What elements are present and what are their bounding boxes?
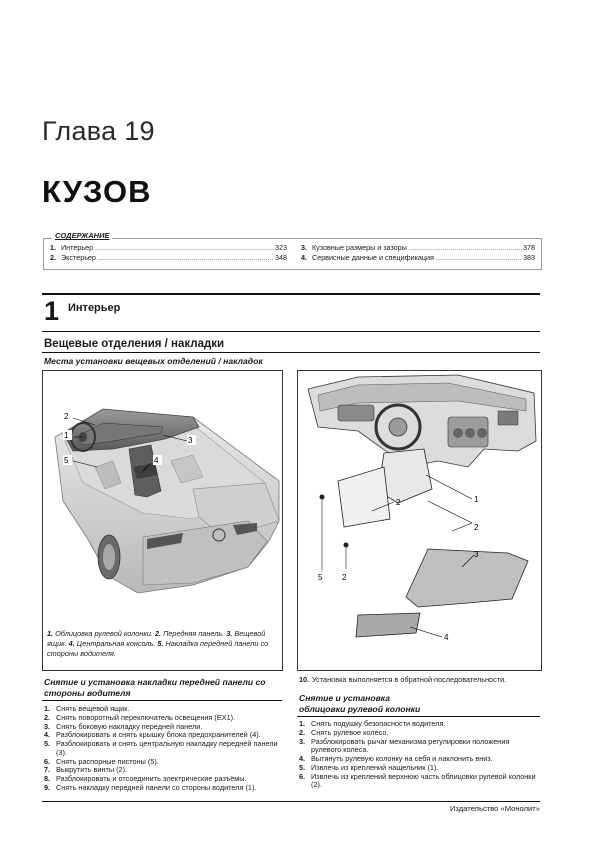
chapter-title: Глава 19	[42, 116, 155, 146]
callout-label: 3	[474, 550, 479, 559]
car-interior-illustration	[43, 371, 282, 627]
callout-label: 2	[342, 573, 347, 582]
toc-entry-title: Экстерьер .....	[61, 253, 274, 263]
left-procedure-heading: Снятие и установка накладки передней панели со стороны водителя	[44, 677, 266, 698]
list-item: 9. Снять накладку передней панели со стороны водителя (1).	[44, 782, 257, 792]
callout-label: 1	[474, 495, 479, 504]
right-procedure-steps	[299, 720, 539, 790]
publisher-footer: Издательство «Монолит»	[449, 804, 540, 813]
section-rule	[42, 293, 540, 295]
list-item: 3. Разблокировать рычаг механизма регулировки положения рулевого колеса.	[299, 736, 510, 755]
list-item: 8. Разблокировать и отсоединить электрические разъёмы.	[44, 774, 247, 783]
list-item: 1. Снять вещевой ящик.	[44, 704, 130, 713]
subsection-title: Вещевые отделения / накладки	[44, 338, 225, 350]
toc-entry-page: 323	[275, 243, 287, 252]
dashboard-exploded-illustration	[298, 371, 541, 670]
subsection-rule	[42, 331, 540, 332]
left-procedure-steps	[44, 705, 282, 793]
toc-entry-page: 383	[523, 253, 535, 262]
footer-rule	[42, 801, 540, 802]
list-item: 5. Извлечь из креплений нащельник (1).	[299, 762, 439, 772]
right-heading-rule	[297, 716, 540, 717]
toc-entry[interactable]	[50, 243, 287, 253]
callout-label: 2	[396, 498, 401, 507]
section-number: 1	[44, 296, 60, 326]
callout-label: 2	[64, 412, 69, 421]
toc-entry-number: 1.	[50, 243, 56, 252]
list-item: 3. Снять боковую накладку передней панели.	[44, 721, 203, 731]
toc-entry-number: 4.	[301, 253, 307, 262]
list-item: 4. Разблокировать и снять крышку блока предохранителей (4).	[44, 730, 261, 740]
list-item: 6. Снять распорные пистоны (5).	[44, 756, 159, 766]
list-item: 2. Снять поворотный переключатель освещения (EX1).	[44, 712, 236, 722]
list-item: 2. Снять рулевое колесо.	[299, 727, 389, 737]
figure-car-interior	[42, 370, 283, 671]
figure-dashboard-exploded	[297, 370, 542, 671]
toc-entry[interactable]	[50, 253, 287, 263]
right-procedure-heading: Снятие и установка облицовки рулевой колонки	[299, 693, 421, 714]
left-heading-rule	[42, 700, 282, 701]
callout-label: 4	[154, 456, 159, 465]
list-item: 6. Извлечь из креплений верхнюю часть облицовки рулевой колонки (2).	[299, 771, 536, 790]
list-item: 4. Вытянуть рулевую колонку на себя и наклонить вниз.	[299, 754, 493, 763]
callout-label: 4	[444, 633, 449, 642]
list-item: 1. Снять подушку безопасности водителя.	[299, 719, 446, 728]
toc-label: СОДЕРЖАНИЕ	[52, 231, 112, 240]
list-item: 7. Выкрутить винты (2).	[44, 765, 128, 775]
toc-entry-page: 378	[523, 243, 535, 252]
toc-entry-title: Кузовные размеры и зазоры .....	[312, 243, 522, 253]
toc-entry[interactable]	[301, 243, 535, 253]
figure-title: Места установки вещевых отделений / накладок	[44, 356, 263, 366]
callout-label: 5	[64, 456, 69, 465]
toc-entry-number: 2.	[50, 253, 56, 262]
section-title: Интерьер	[68, 302, 121, 314]
step-10: 10. Установка выполняется в обратной последовательности.	[299, 675, 507, 684]
figure-caption: 1. Облицовка рулевой колонки. 2. Передняя панель. 3. Вещевой ящик. 4. Центральная консоль. 5. Накладка передней панели со стороны водителя.	[47, 629, 269, 658]
callout-label: 5	[318, 573, 323, 582]
callout-label: 3	[188, 436, 193, 445]
toc-entry-page: 348	[275, 253, 287, 262]
subsection-underline	[42, 352, 540, 353]
callout-label: 2	[474, 523, 479, 532]
callout-label: 1	[64, 431, 69, 440]
toc-entry-number: 3.	[301, 243, 307, 252]
page-title: КУЗОВ	[42, 174, 152, 209]
toc-entry-title: Сервисные данные и спецификация .....	[312, 253, 522, 263]
toc-entry[interactable]	[301, 253, 535, 263]
toc-entry-title: Интерьер .....	[61, 243, 274, 253]
list-item: 5. Разблокировать и снять центральную накладку передней панели (3).	[44, 739, 278, 757]
